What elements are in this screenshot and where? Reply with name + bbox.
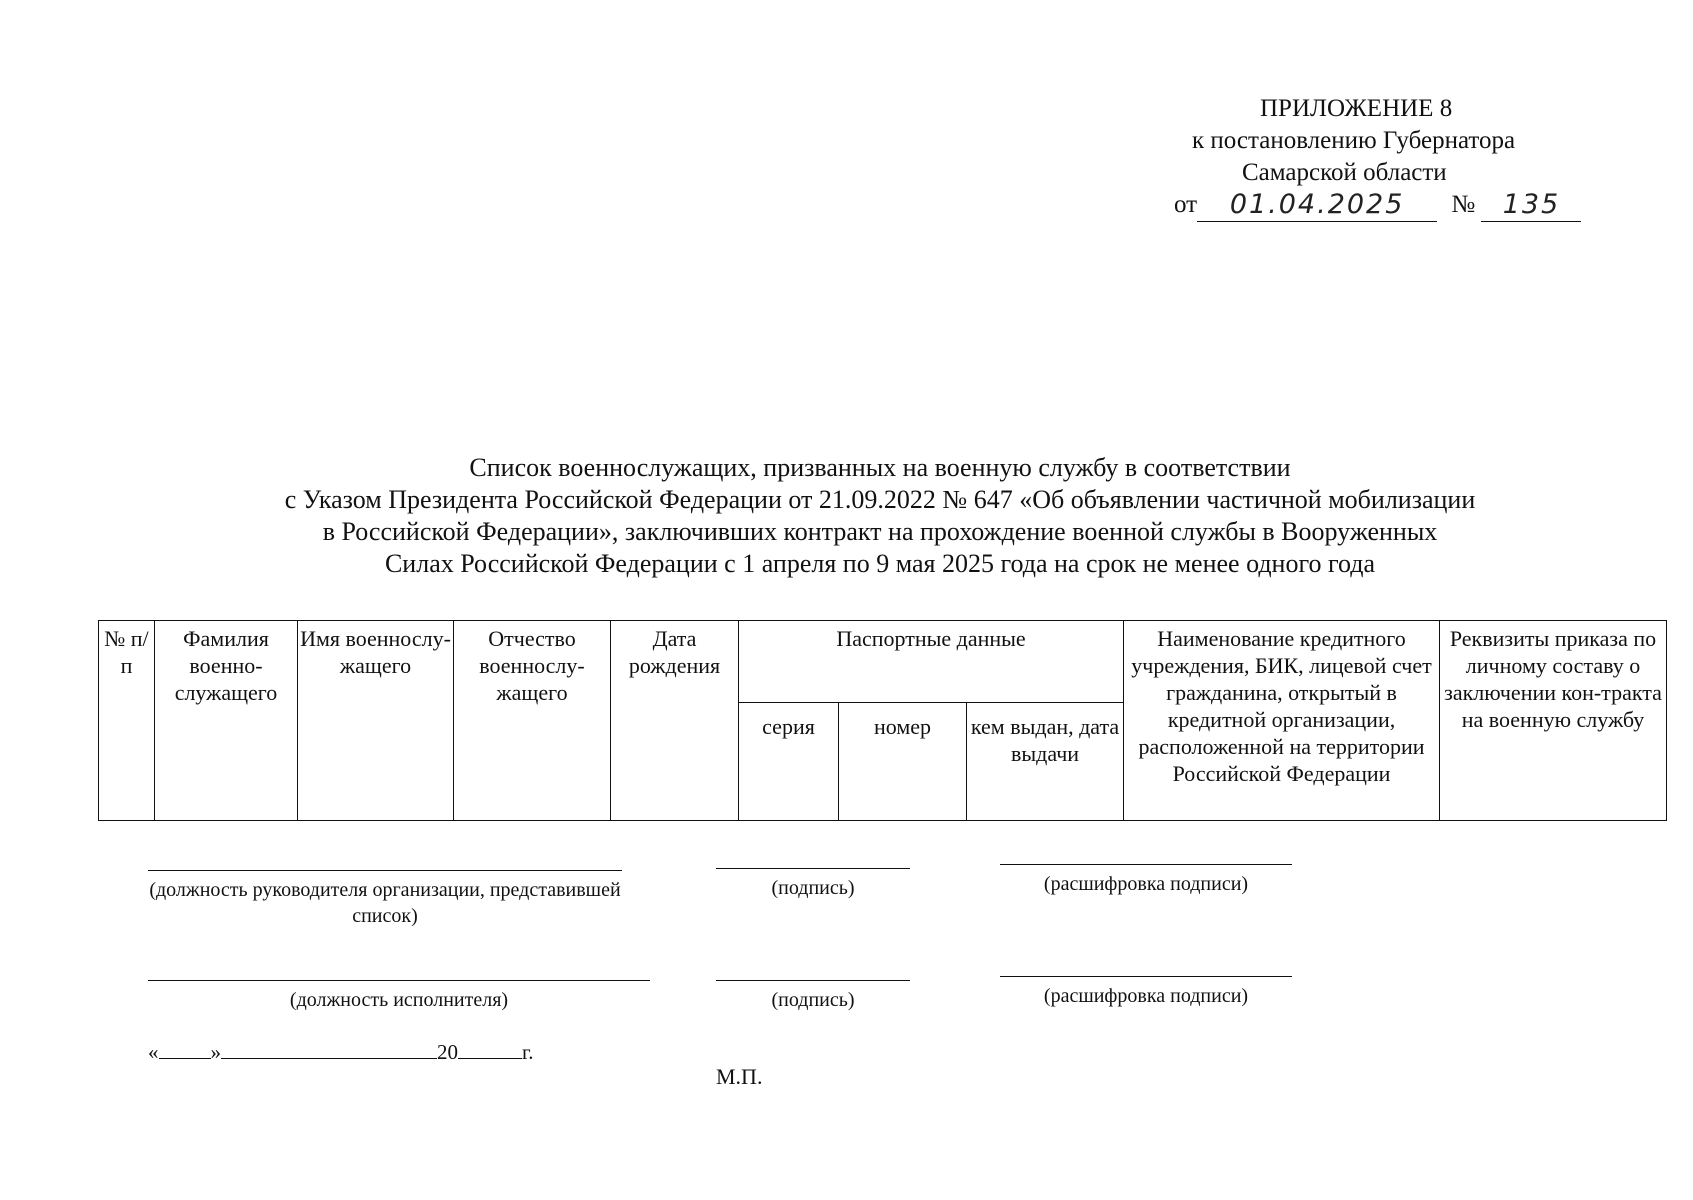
document-title bbox=[90, 452, 1670, 580]
executor-position-line bbox=[148, 980, 650, 981]
date-close-quote: » bbox=[210, 1040, 221, 1064]
appendix-line-decree: к постановлению Губернатора bbox=[1192, 127, 1516, 154]
head-decoding-line bbox=[1000, 864, 1292, 865]
col-passport-series-header: серия bbox=[739, 703, 839, 821]
col-bank-header: Наименование кредитного учреждения, БИК, лицевой счет гражданина, открытый в кредитной организации, расположенной на территории Российской Федерации bbox=[1124, 621, 1440, 821]
title-line-4: Силах Российской Федерации с 1 апреля по 9 мая 2025 года на срок не менее одного года bbox=[384, 549, 1376, 578]
head-decoding-caption: (расшифровка подписи) bbox=[1043, 873, 1249, 895]
year-blank bbox=[458, 1038, 522, 1059]
year-prefix: 20 bbox=[437, 1040, 458, 1064]
executor-decoding-block bbox=[1000, 976, 1292, 1009]
appendix-line-region: Самарской области bbox=[1242, 159, 1447, 186]
col-passport-header: Паспортные данные bbox=[739, 621, 1124, 703]
head-position-line bbox=[148, 870, 622, 871]
number-label: № bbox=[1451, 191, 1476, 218]
col-number-header: № п/п bbox=[99, 621, 155, 821]
col-patronymic-header: Отчество военнослу-жащего bbox=[454, 621, 611, 821]
decree-date-handwritten: 01.04.2025 bbox=[1229, 189, 1405, 220]
executor-position-block bbox=[148, 980, 650, 1013]
head-signature-line bbox=[716, 868, 910, 869]
head-signature-block bbox=[716, 868, 910, 901]
executor-signature-line bbox=[716, 980, 910, 981]
from-label: от bbox=[1174, 191, 1198, 218]
col-order-header: Реквизиты приказа по личному составу о заключении кон-тракта на военную службу bbox=[1440, 621, 1667, 821]
decree-date-field bbox=[1197, 189, 1437, 222]
head-signature-caption: (подпись) bbox=[771, 877, 855, 899]
head-position-block bbox=[148, 870, 622, 929]
col-passport-number-header: номер bbox=[839, 703, 967, 821]
decree-number-field bbox=[1481, 189, 1581, 222]
date-open-quote: « bbox=[148, 1040, 159, 1064]
executor-position-caption: (должность исполнителя) bbox=[289, 989, 509, 1011]
executor-signature-block bbox=[716, 980, 910, 1013]
head-decoding-block bbox=[1000, 864, 1292, 897]
decree-number-handwritten: 135 bbox=[1502, 189, 1561, 220]
executor-decoding-line bbox=[1000, 976, 1292, 977]
stamp-place-label: М.П. bbox=[716, 1064, 763, 1089]
col-name-header: Имя военнослу-жащего bbox=[298, 621, 454, 821]
servicemen-table bbox=[98, 620, 1667, 821]
appendix-title: ПРИЛОЖЕНИЕ 8 bbox=[1260, 95, 1453, 122]
title-line-3: в Российской Федерации», заключивших контракт на прохождение военной службы в Вооруженных bbox=[322, 517, 1438, 546]
col-birthdate-header: Дата рождения bbox=[611, 621, 739, 821]
month-blank bbox=[221, 1038, 437, 1059]
head-position-caption: (должность руководителя организации, представившей список) bbox=[149, 879, 621, 927]
title-line-2: с Указом Президента Российской Федерации от 21.09.2022 № 647 «Об объявлении частичной мобилизации bbox=[284, 485, 1476, 514]
year-suffix: г. bbox=[522, 1040, 534, 1064]
col-surname-header: Фамилия военно-служащего bbox=[155, 621, 298, 821]
title-line-1: Список военнослужащих, призванных на военную службу в соответствии bbox=[469, 453, 1291, 482]
date-line bbox=[148, 1038, 534, 1065]
executor-signature-caption: (подпись) bbox=[771, 989, 855, 1011]
col-passport-issued-header: кем выдан, дата выдачи bbox=[967, 703, 1124, 821]
day-blank bbox=[159, 1038, 211, 1059]
executor-decoding-caption: (расшифровка подписи) bbox=[1043, 985, 1249, 1007]
appendix-date-number-line bbox=[1174, 189, 1581, 225]
